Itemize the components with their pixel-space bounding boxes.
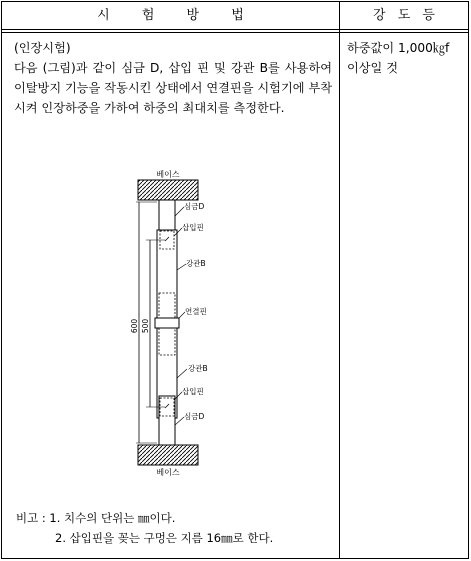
dim-inner-label: 500 <box>141 318 150 334</box>
bottom-base-block <box>138 445 198 465</box>
leader-pipe-top <box>177 264 186 270</box>
method-paragraph: 다음 (그림)과 같이 심금 D, 삽입 핀 및 강관 B를 사용하여 이탈방지 기능을 작동시킨 상태에서 연결핀을 시험기에 부착시켜 인장하중을 가하여 하중의 최대치를 측정한다. <box>14 61 332 115</box>
top-base-label: 베이스 <box>156 170 180 179</box>
spec-table <box>1 1 469 559</box>
note-1: 비고 : 1. 치수의 단위는 ㎜이다. <box>16 511 176 525</box>
strength-column-header: 강 도 등 <box>373 8 435 23</box>
label-pin-bottom: 삽입핀 <box>182 387 204 396</box>
strength-line-2: 이상일 것 <box>347 61 398 75</box>
note-2: 2. 삽입핀을 꽂는 구멍은 지름 16㎜로 한다. <box>55 531 274 545</box>
label-core-bottom: 심금D <box>184 412 205 421</box>
leader-pipe-bottom <box>177 369 187 378</box>
label-pipe-top: 강관B <box>186 259 206 268</box>
method-subtitle: (인장시험) <box>14 41 71 55</box>
strength-line-1: 하중값이 1,000㎏f <box>347 41 450 55</box>
notes <box>16 508 336 548</box>
dim-outer-label: 600 <box>130 318 139 334</box>
connector-band <box>155 318 179 328</box>
method-column-header: 시 험 방 법 <box>97 8 244 23</box>
top-base-block <box>138 180 198 200</box>
label-pipe-bottom: 강관B <box>188 364 208 373</box>
label-core-top: 심금D <box>184 202 205 211</box>
label-pin-top: 삽입핀 <box>182 223 204 232</box>
label-connector: 연결핀 <box>185 307 207 316</box>
bottom-base-label: 베이스 <box>156 468 180 477</box>
leader-core-top <box>175 207 184 216</box>
core-rod-bottom <box>159 396 175 445</box>
test-diagram <box>2 2 468 558</box>
